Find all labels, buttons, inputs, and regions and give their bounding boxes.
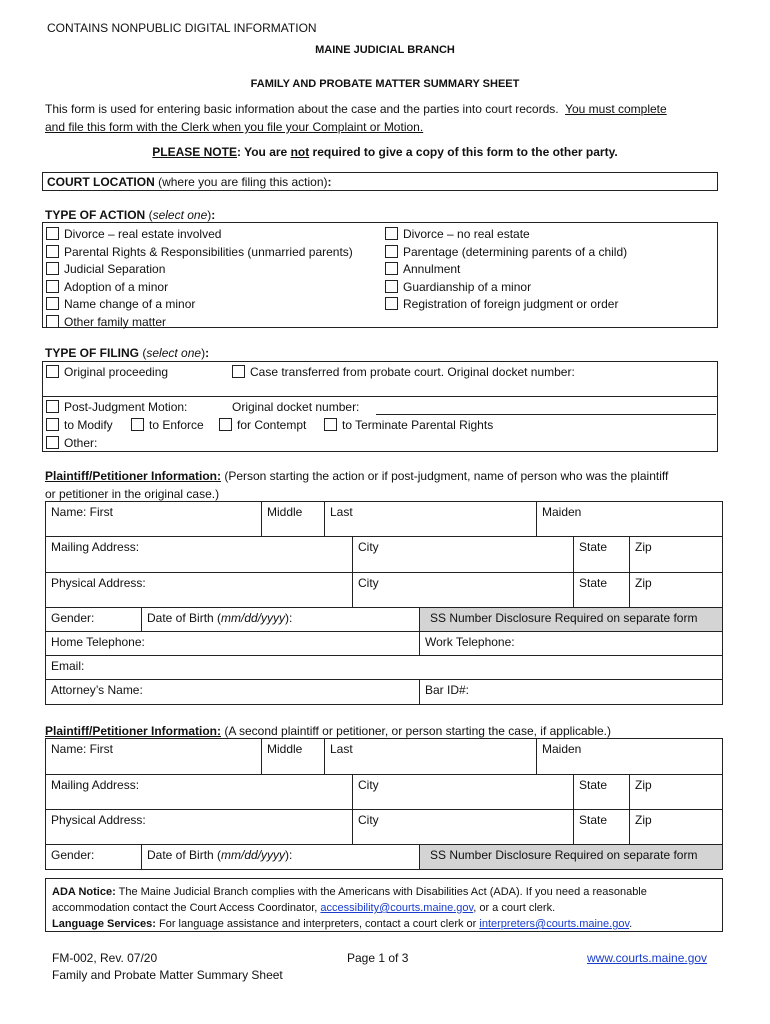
checkbox[interactable] (385, 262, 398, 275)
p1-maiden-name-field[interactable] (536, 501, 723, 537)
city-label: City (358, 813, 379, 827)
checkbox[interactable] (385, 227, 398, 240)
to-enforce-label: to Enforce (149, 418, 204, 432)
state-label: State (579, 813, 608, 827)
ada-notice-box (45, 878, 723, 932)
checkbox[interactable] (46, 280, 59, 293)
type-of-action-heading: TYPE OF ACTION (select one): (45, 208, 216, 222)
p2-physical-city-field[interactable] (352, 809, 574, 845)
intro-requirement-cont: and file this form with the Clerk when you file your Complaint or Motion. (45, 120, 424, 134)
p2-physical-zip-field[interactable] (629, 809, 723, 845)
action-label: Parental Rights & Responsibilities (unmarried parents) (64, 244, 353, 259)
plaintiff1-desc-cont: or petitioner in the original case.) (45, 487, 220, 501)
dob-label-end: ): (285, 611, 293, 625)
zip-label: Zip (635, 540, 652, 554)
p1-home-phone-field[interactable] (45, 631, 420, 656)
website-link[interactable] (587, 951, 707, 965)
state-label: State (579, 576, 608, 590)
please-note-pre: : You are (236, 145, 291, 159)
docket-number-line[interactable] (376, 414, 716, 415)
ssn-label: SS Number Disclosure Required on separate form (430, 848, 698, 862)
state-label: State (579, 778, 608, 792)
p1-bar-id-field[interactable] (419, 679, 723, 705)
checkbox[interactable] (46, 315, 59, 328)
for-contempt-option[interactable] (219, 418, 306, 432)
ada-line2 (52, 900, 716, 916)
plaintiff2-title: Plaintiff/Petitioner Information: (45, 724, 221, 738)
city-label: City (358, 778, 379, 792)
state-label: State (579, 540, 608, 554)
checkbox[interactable] (46, 436, 59, 449)
checkbox[interactable] (46, 400, 59, 413)
mailing-label: Mailing Address: (51, 540, 140, 554)
ada-label: ADA Notice: (52, 886, 116, 898)
type-of-action-label: TYPE OF ACTION (45, 208, 146, 222)
original-proceeding-option[interactable] (46, 365, 168, 379)
checkbox[interactable] (131, 418, 144, 431)
dob-label: Date of Birth ( (147, 611, 222, 625)
plaintiff1-desc: (Person starting the action or if post-judgment, name of person who was the plaintiff (221, 469, 669, 483)
court-location-colon: : (327, 175, 332, 189)
p2-mailing-zip-field[interactable] (629, 774, 723, 810)
p2-ssn-notice (419, 844, 723, 870)
plaintiff2-heading (45, 724, 735, 738)
language-text: For language assistance and interpreters, contact a court clerk or (155, 918, 480, 930)
action-option[interactable] (385, 226, 627, 244)
p2-maiden-name-field[interactable] (536, 738, 723, 775)
checkbox[interactable] (46, 297, 59, 310)
please-note-label: PLEASE NOTE (152, 145, 237, 159)
ada-line1 (52, 884, 716, 900)
checkbox[interactable] (385, 245, 398, 258)
website-url[interactable]: www.courts.maine.gov (587, 951, 708, 965)
action-label: Registration of foreign judgment or order (403, 297, 619, 311)
checkbox[interactable] (46, 227, 59, 240)
p1-physical-zip-field[interactable] (629, 572, 723, 608)
intro-paragraph (45, 102, 725, 116)
physical-label: Physical Address: (51, 576, 146, 590)
p1-dob-field[interactable] (141, 607, 420, 632)
p2-first-name-field[interactable] (45, 738, 262, 775)
maiden-name-label: Maiden (542, 742, 582, 756)
action-option[interactable] (46, 296, 353, 314)
checkbox[interactable] (385, 297, 398, 310)
checkbox[interactable] (46, 245, 59, 258)
plaintiff1-title: Plaintiff/Petitioner Information: (45, 469, 221, 483)
p1-first-name-field[interactable] (45, 501, 262, 537)
checkbox[interactable] (219, 418, 232, 431)
accessibility-email-link[interactable]: accessibility@courts.maine.gov (320, 902, 474, 914)
middle-name-label: Middle (267, 742, 303, 756)
p2-mailing-address-field[interactable] (45, 774, 353, 810)
p2-dob-field[interactable] (141, 844, 420, 870)
ada-text2: accommodation contact the Court Access Coordinator, (52, 902, 321, 914)
p1-last-name-field[interactable] (324, 501, 537, 537)
court-location-field[interactable] (42, 172, 718, 191)
checkbox[interactable] (324, 418, 337, 431)
ada-text3: , or a court clerk. (473, 902, 556, 914)
to-terminate-option[interactable] (324, 418, 493, 432)
action-label: Judicial Separation (64, 262, 166, 276)
last-name-label: Last (330, 742, 353, 756)
to-modify-label: to Modify (64, 418, 113, 432)
mailing-label: Mailing Address: (51, 778, 140, 792)
bar-id-label: Bar ID#: (425, 683, 470, 697)
maiden-name-label: Maiden (542, 505, 582, 519)
interpreters-email-link[interactable]: interpreters@courts.maine.gov (479, 918, 630, 930)
for-contempt-label: for Contempt (237, 418, 307, 432)
form-title: FAMILY AND PROBATE MATTER SUMMARY SHEET (250, 78, 520, 90)
first-name-label: Name: First (51, 742, 114, 756)
confidential-notice: CONTAINS NONPUBLIC DIGITAL INFORMATION (47, 21, 317, 35)
attorney-label: Attorney’s Name: (51, 683, 143, 697)
p2-mailing-city-field[interactable] (352, 774, 574, 810)
form-name: Family and Probate Matter Summary Sheet (52, 968, 283, 982)
type-of-action-left-list (46, 226, 353, 331)
type-of-action-right-list (385, 226, 627, 314)
to-terminate-label: to Terminate Parental Rights (342, 418, 494, 432)
other-option[interactable] (46, 436, 97, 450)
please-note (0, 145, 770, 159)
action-option[interactable] (385, 296, 627, 314)
dob-label-end: ): (285, 848, 293, 862)
p2-physical-state-field[interactable] (573, 809, 630, 845)
p1-physical-state-field[interactable] (573, 572, 630, 608)
action-label: Other family matter (64, 314, 167, 329)
p1-gender-field[interactable] (45, 607, 142, 632)
action-label: Guardianship of a minor (403, 279, 532, 294)
p1-mailing-zip-field[interactable] (629, 536, 723, 573)
please-note-post: required to give a copy of this form to the other party. (309, 145, 618, 159)
action-option[interactable] (46, 226, 353, 244)
court-location-title: COURT LOCATION (47, 175, 155, 189)
type-of-filing-hint: select one (146, 346, 202, 360)
home-phone-label: Home Telephone: (51, 635, 145, 649)
gender-label: Gender: (51, 611, 95, 625)
action-label: Adoption of a minor (64, 279, 169, 294)
to-modify-option[interactable] (46, 418, 113, 432)
city-label: City (358, 576, 379, 590)
language-label: Language Services: (52, 918, 156, 930)
to-enforce-option[interactable] (131, 418, 204, 432)
first-name-label: Name: First (51, 505, 114, 519)
original-proceeding-label: Original proceeding (64, 365, 169, 379)
gender-label: Gender: (51, 848, 95, 862)
action-label: Parentage (determining parents of a child) (403, 244, 628, 259)
branch-name: MAINE JUDICIAL BRANCH (315, 44, 455, 56)
action-option[interactable] (46, 279, 353, 297)
type-of-filing-label: TYPE OF FILING (45, 346, 140, 360)
zip-label: Zip (635, 778, 652, 792)
p1-mailing-city-field[interactable] (352, 536, 574, 573)
action-label: Name change of a minor (64, 297, 196, 311)
action-option[interactable] (385, 279, 627, 297)
zip-label: Zip (635, 576, 652, 590)
p2-last-name-field[interactable] (324, 738, 537, 775)
last-name-label: Last (330, 505, 353, 519)
dob-format: mm/dd/yyyy (221, 848, 286, 862)
transferred-label: Case transferred from probate court. Original docket number: (250, 365, 575, 379)
checkbox[interactable] (46, 365, 59, 378)
action-option[interactable] (385, 244, 627, 262)
ssn-label: SS Number Disclosure Required on separate form (430, 611, 698, 625)
action-option[interactable] (46, 314, 353, 332)
dob-label: Date of Birth ( (147, 848, 222, 862)
intro-text: This form is used for entering basic information about the case and the parties into court records. (45, 102, 559, 116)
email-label: Email: (51, 659, 85, 673)
court-location-hint: (where you are filing this action) (154, 175, 328, 189)
action-option[interactable] (46, 261, 353, 279)
p2-gender-field[interactable] (45, 844, 142, 870)
p1-middle-name-field[interactable] (261, 501, 325, 537)
p1-attorney-field[interactable] (45, 679, 420, 705)
checkbox[interactable] (385, 280, 398, 293)
type-of-action-hint: select one (152, 208, 208, 222)
page-number: Page 1 of 3 (347, 951, 409, 965)
action-label: Divorce – real estate involved (64, 227, 222, 241)
language-line (52, 916, 716, 932)
type-of-filing-heading: TYPE OF FILING (select one): (45, 346, 210, 360)
p1-physical-address-field[interactable] (45, 572, 353, 608)
plaintiff1-heading (45, 469, 735, 483)
dob-format: mm/dd/yyyy (221, 611, 286, 625)
post-judgment-option[interactable] (46, 400, 187, 414)
checkbox[interactable] (232, 365, 245, 378)
p1-work-phone-field[interactable] (419, 631, 723, 656)
physical-label: Physical Address: (51, 813, 146, 827)
transferred-option[interactable] (232, 365, 575, 379)
p2-middle-name-field[interactable] (261, 738, 325, 775)
plaintiff2-desc: (A second plaintiff or petitioner, or person starting the case, if applicable.) (221, 724, 611, 738)
court-location-label (47, 175, 332, 189)
p1-email-field[interactable] (45, 655, 723, 680)
ada-text: The Maine Judicial Branch complies with the Americans with Disabilities Act (ADA). If you need a reasonable (115, 886, 647, 898)
other-label: Other: (64, 436, 98, 450)
action-option[interactable] (385, 261, 627, 279)
work-phone-label: Work Telephone: (425, 635, 515, 649)
original-docket-label: Original docket number: (232, 400, 360, 414)
p1-physical-city-field[interactable] (352, 572, 574, 608)
action-label: Divorce – no real estate (403, 227, 530, 241)
intro-requirement: You must complete (565, 102, 667, 116)
post-judgment-label: Post-Judgment Motion: (64, 400, 188, 414)
p2-mailing-state-field[interactable] (573, 774, 630, 810)
p1-ssn-notice (419, 607, 723, 632)
checkbox[interactable] (46, 262, 59, 275)
p1-mailing-state-field[interactable] (573, 536, 630, 573)
language-end: . (629, 918, 633, 930)
action-label: Annulment (403, 262, 461, 276)
city-label: City (358, 540, 379, 554)
please-note-not: not (290, 145, 310, 159)
form-id: FM-002, Rev. 07/20 (52, 951, 158, 965)
p1-mailing-address-field[interactable] (45, 536, 353, 573)
action-option[interactable] (46, 244, 353, 262)
zip-label: Zip (635, 813, 652, 827)
middle-name-label: Middle (267, 505, 303, 519)
p2-physical-address-field[interactable] (45, 809, 353, 845)
checkbox[interactable] (46, 418, 59, 431)
